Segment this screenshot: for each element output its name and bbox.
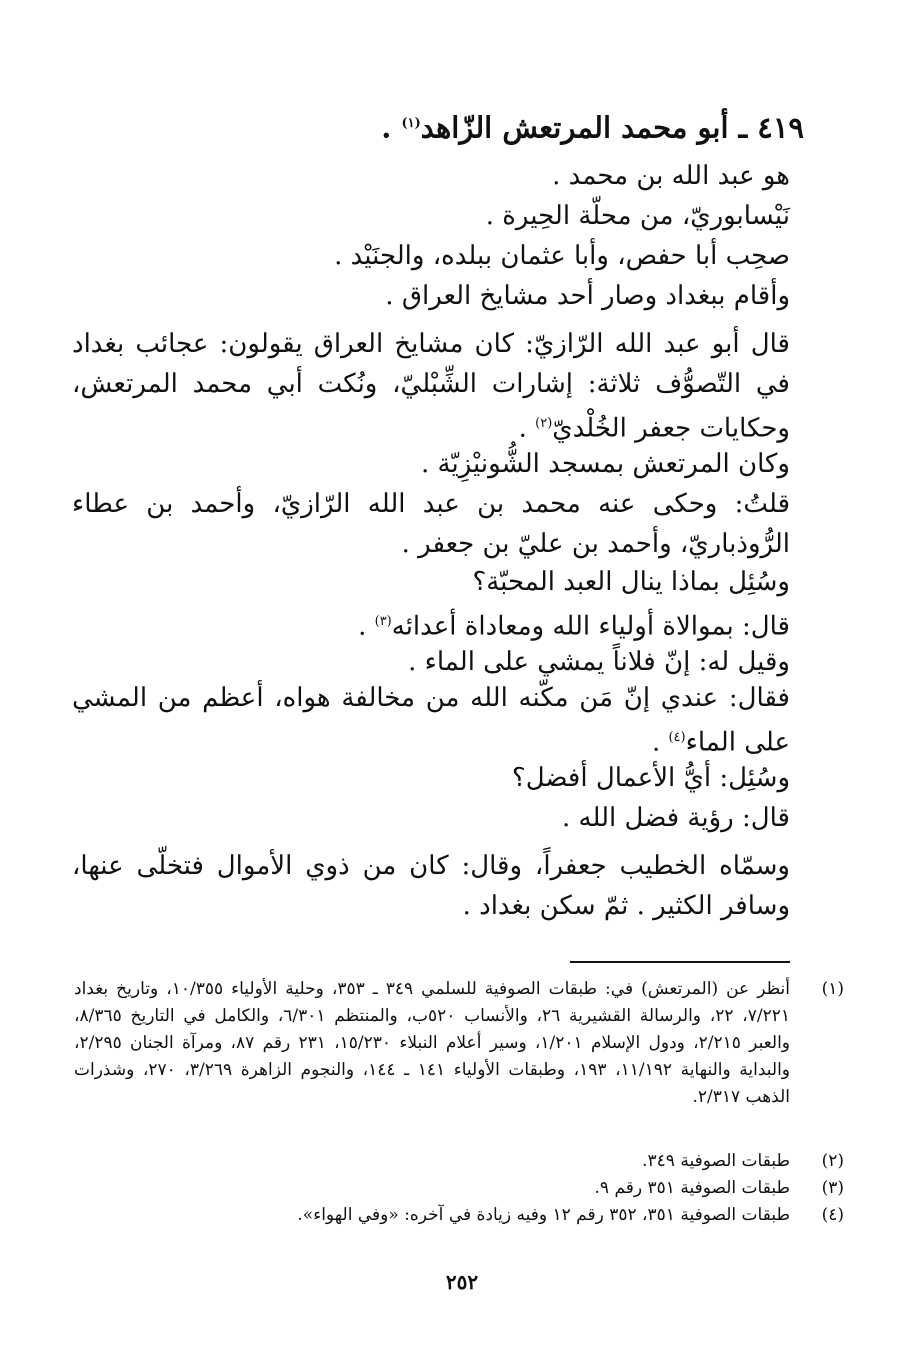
paragraph-narrators: قلتُ: وحكى عنه محمد بن عبد الله الرّازيّ، وأحمد بن عطاء الرُّوذباريّ، وأحمد بن عليّ بن جعفر .	[72, 489, 790, 559]
line-answer-deeds: قال: رؤية فضل الله .	[562, 803, 790, 833]
line-answer-love: قال: بموالاة أولياء الله ومعاداة أعدائه$^{(٣)}$ .	[358, 611, 790, 642]
footnote-2-text: طبقات الصوفية ٣٤٩.	[642, 1151, 790, 1171]
footnote-3	[74, 1175, 844, 1202]
footnote-ref-2: (٢)	[535, 416, 553, 431]
footnote-4-text: طبقات الصوفية ٣٥١، ٣٥٢ رقم ١٢ وفيه زيادة في آخره: «وفي الهواء».	[297, 1205, 790, 1225]
footnote-divider	[570, 961, 790, 963]
line-name: هو عبد الله بن محمد .	[552, 161, 790, 191]
line-baghdad: وأقام ببغداد وصار أحد مشايخ العراق .	[385, 281, 790, 311]
line-answer-love-text: قال: بموالاة أولياء الله ومعاداة أعدائه	[391, 611, 790, 642]
footnote-1-number: (١)	[821, 979, 844, 999]
paragraph-khatib: وسمّاه الخطيب جعفراً، وقال: كان من ذوي الأموال فتخلّى عنها، وسافر الكثير . ثمّ سكن بغداد .	[72, 851, 790, 921]
footnote-4-number: (٤)	[821, 1205, 844, 1225]
footnote-1	[74, 976, 844, 1111]
entry-title-text: ٤١٩ ـ أبو محمد المرتعش الزّاهد	[420, 110, 804, 145]
footnote-3-number: (٣)	[821, 1178, 844, 1198]
paragraph-wonders-text: قال أبو عبد الله الرّازيّ: كان مشايخ العراق يقولون: عجائب بغداد في التّصوُّف ثلاثة: إشارات الشِّبْليّ، ونُكت أبي محمد المرتعش، وحكايات جعفر الخُلْديّ	[72, 329, 790, 444]
line-walk-on-water: وقيل له: إنّ فلاناً يمشي على الماء .	[408, 647, 790, 677]
paragraph-wonders: قال أبو عبد الله الرّازيّ: كان مشايخ العراق يقولون: عجائب بغداد في التّصوُّف ثلاثة: إشارات الشِّبْليّ، ونُكت أبي محمد المرتعش، وحكايات جعفر الخُلْديّ$^{(٢)}$ .	[72, 329, 790, 444]
paragraph-reply-text: فقال: عندي إنّ مَن مكّنه الله من مخالفة هواه، أعظم من المشي على الماء	[72, 683, 790, 758]
entry-title: ٤١٩ ـ أبو محمد المرتعش الزّاهد$^{(١)}$ .	[381, 110, 804, 145]
line-question-deeds: وسُئِل: أيُّ الأعمال أفضل؟	[511, 763, 790, 793]
footnote-2	[74, 1148, 844, 1175]
footnote-ref-3: (٣)	[374, 614, 392, 629]
line-companions: صحِب أبا حفص، وأبا عثمان ببلده، والجنَيْد .	[334, 241, 790, 271]
footnote-1-text: أنظر عن (المرتعش) في: طبقات الصوفية للسلمي ٣٤٩ ـ ٣٥٣، وحلية الأولياء ١٠/٣٥٥، وتاريخ بغداد ٧/٢٢١، ٢٢، والرسالة القشيرية ٢٦، والأنساب ٥٢٠ب، والمنتظم ٦/٣٠١، والكامل في التاريخ ٨/٣٦٥، والعبر ٢/٢١٥، ودول الإسلام ١/٢٠١، وسير أعلام النبلاء ١٥/٢٣٠، ٢٣١ رقم ٨٧، ومرآة الجنان ٢/٢٩٥، والبداية والنهاية ١١/١٩٢، ١٩٣، وطبقات الأولياء ١٤١ ـ ١٤٤، والنجوم الزاهرة ٣/٢٦٩، ٢٧٠، وشذرات الذهب ٢/٣١٧.	[74, 979, 791, 1107]
footnote-2-number: (٢)	[821, 1151, 844, 1171]
footnote-3-text: طبقات الصوفية ٣٥١ رقم ٩.	[594, 1178, 790, 1198]
footnote-ref-4: (٤)	[668, 730, 686, 745]
footnote-4	[74, 1202, 844, 1229]
line-origin: نَيْسابوريّ، من محلّة الحِيرة .	[485, 201, 790, 231]
page-number: ٢٥٢	[445, 1270, 479, 1294]
line-question-love: وسُئِل بماذا ينال العبد المحبّة؟	[472, 567, 790, 597]
paragraph-reply: فقال: عندي إنّ مَن مكّنه الله من مخالفة هواه، أعظم من المشي على الماء$^{(٤)}$ .	[72, 683, 790, 758]
line-shunizia: وكان المرتعش بمسجد الشُّونيْزِيّة .	[421, 449, 790, 479]
footnote-ref-1: (١)	[401, 116, 421, 131]
